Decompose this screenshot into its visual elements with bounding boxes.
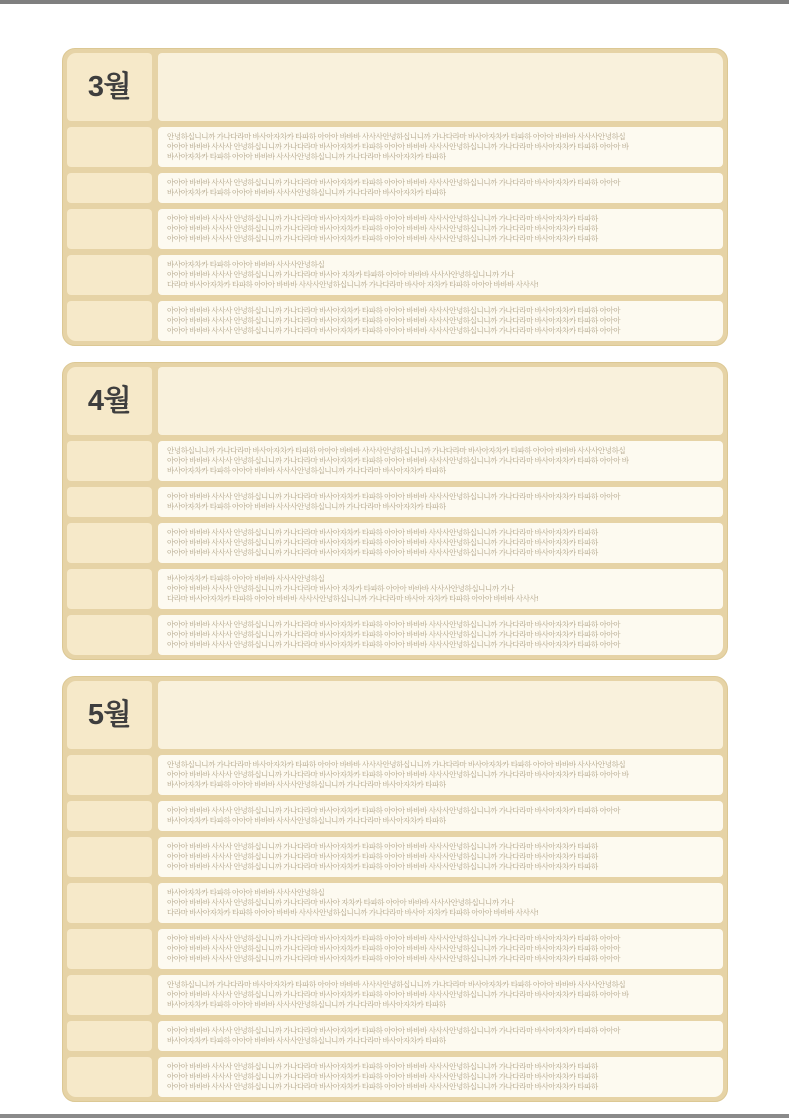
- table-row: [67, 441, 723, 481]
- month-header-content-cell[interactable]: [158, 681, 723, 749]
- row-text-line: 아아아 바바바 사사사 안녕하십니니까 가나다라마 바사아자차카 타파하 아아아 바바바 사사사안녕하십니니까 가나다라마 바사아자차카 타파하 아아아 바: [167, 770, 629, 779]
- row-text-line: 바사아자차카 타파하 아아아 바바바 사사사안녕하십: [167, 260, 325, 269]
- table-row: [67, 1021, 723, 1051]
- row-content-cell[interactable]: [158, 1057, 723, 1097]
- row-text-line: 아아아 바바바 사사사 안녕하십니니까 가나다라마 바사아자차카 타파하 아아아 바바바 사사사안녕하십니니까 가나다라마 바사아자차카 타파하 아아아: [167, 1026, 621, 1035]
- row-content-cell[interactable]: [158, 929, 723, 969]
- row-label-cell[interactable]: [67, 173, 152, 203]
- row-text-block: [158, 929, 723, 969]
- row-text-block: [158, 487, 723, 517]
- row-text-line: 아아아 바바바 사사사 안녕하십니니까 가나다라마 바사아 자차카 타파하 아아아 바바바 사사사안녕하십니니까 가나: [167, 898, 515, 907]
- month-section: [62, 48, 728, 346]
- row-text-line: 아아아 바바바 사사사 안녕하십니니까 가나다라마 바사아자차카 타파하 아아아 바바바 사사사안녕하십니니까 가나다라마 바사아자차카 타파하: [167, 528, 598, 537]
- row-text-line: 바사아자차카 타파하 아아아 바바바 사사사안녕하십니니까 가나다라마 바사아자차카 타파하: [167, 502, 446, 511]
- table-row: [67, 523, 723, 563]
- month-section: [62, 362, 728, 660]
- row-text-line: 다라마 바사아자차카 타파하 아아아 바바바 사사사안녕하십니니까 가나다라마 바사아 자차카 타파하 아아아 바바바 사사사!: [167, 908, 538, 917]
- row-content-cell[interactable]: [158, 615, 723, 655]
- row-text-line: 아아아 바바바 사사사 안녕하십니니까 가나다라마 바사아자차카 타파하 아아아 바바바 사사사안녕하십니니까 가나다라마 바사아자차카 타파하 아아아: [167, 306, 621, 315]
- row-label-cell[interactable]: [67, 1021, 152, 1051]
- row-text-line: 바사아자차카 타파하 아아아 바바바 사사사안녕하십: [167, 888, 325, 897]
- table-row: [67, 255, 723, 295]
- row-label-cell[interactable]: [67, 975, 152, 1015]
- row-label-cell[interactable]: [67, 801, 152, 831]
- row-text-line: 아아아 바바바 사사사 안녕하십니니까 가나다라마 바사아자차카 타파하 아아아 바바바 사사사안녕하십니니까 가나다라마 바사아자차카 타파하: [167, 1072, 598, 1081]
- row-text-block: [158, 569, 723, 609]
- row-text-block: [158, 801, 723, 831]
- table-row: [67, 209, 723, 249]
- row-text-line: 아아아 바바바 사사사 안녕하십니니까 가나다라마 바사아자차카 타파하 아아아 바바바 사사사안녕하십니니까 가나다라마 바사아자차카 타파하 아아아 바: [167, 142, 629, 151]
- row-text-line: 바사아자차카 타파하 아아아 바바바 사사사안녕하십니니까 가나다라마 바사아자차카 타파하: [167, 816, 446, 825]
- row-text-line: 아아아 바바바 사사사 안녕하십니니까 가나다라마 바사아자차카 타파하 아아아 바바바 사사사안녕하십니니까 가나다라마 바사아자차카 타파하 아아아 바: [167, 456, 629, 465]
- table-row: [67, 801, 723, 831]
- table-row: [67, 1057, 723, 1097]
- viewport-bottom-edge: [0, 1114, 789, 1118]
- row-text-line: 아아아 바바바 사사사 안녕하십니니까 가나다라마 바사아자차카 타파하 아아아 바바바 사사사안녕하십니니까 가나다라마 바사아자차카 타파하 아아아: [167, 316, 621, 325]
- month-label-cell[interactable]: [67, 367, 152, 435]
- row-text-line: 아아아 바바바 사사사 안녕하십니니까 가나다라마 바사아자차카 타파하 아아아 바바바 사사사안녕하십니니까 가나다라마 바사아자차카 타파하 아아아: [167, 326, 621, 335]
- row-content-cell[interactable]: [158, 173, 723, 203]
- row-label-cell[interactable]: [67, 441, 152, 481]
- row-text-block: [158, 173, 723, 203]
- table-row: [67, 487, 723, 517]
- row-content-cell[interactable]: [158, 883, 723, 923]
- row-text-block: [158, 209, 723, 249]
- month-label: 3월: [87, 70, 132, 103]
- row-text-block: [158, 755, 723, 795]
- row-text-line: 다라마 바사아자차카 타파하 아아아 바바바 사사사안녕하십니니까 가나다라마 바사아 자차카 타파하 아아아 바바바 사사사!: [167, 280, 538, 289]
- row-text-block: [158, 127, 723, 167]
- month-label-cell[interactable]: [67, 681, 152, 749]
- month-label: 5월: [87, 698, 132, 731]
- row-label-cell[interactable]: [67, 929, 152, 969]
- row-text-line: 아아아 바바바 사사사 안녕하십니니까 가나다라마 바사아자차카 타파하 아아아 바바바 사사사안녕하십니니까 가나다라마 바사아자차카 타파하: [167, 234, 598, 243]
- row-text-block: [158, 1021, 723, 1051]
- row-text-line: 아아아 바바바 사사사 안녕하십니니까 가나다라마 바사아자차카 타파하 아아아 바바바 사사사안녕하십니니까 가나다라마 바사아자차카 타파하 아아아: [167, 954, 621, 963]
- table-row: [67, 755, 723, 795]
- month-header-content-cell[interactable]: [158, 367, 723, 435]
- table-row: [67, 837, 723, 877]
- row-text-line: 바사아자차카 타파하 아아아 바바바 사사사안녕하십니니까 가나다라마 바사아자차카 타파하: [167, 188, 446, 197]
- row-label-cell[interactable]: [67, 615, 152, 655]
- row-text-line: 아아아 바바바 사사사 안녕하십니니까 가나다라마 바사아자차카 타파하 아아아 바바바 사사사안녕하십니니까 가나다라마 바사아자차카 타파하: [167, 224, 598, 233]
- row-text-line: 안녕하십니니까 가나다라마 바사아자차카 타파하 아아아 바바바 사사사안녕하십니니까 가나다라마 바사아자차카 타파하 아아아 바바바 사사사안녕하십: [167, 760, 626, 769]
- month-label: 4월: [87, 384, 132, 417]
- table-row: [67, 615, 723, 655]
- row-text-line: 아아아 바바바 사사사 안녕하십니니까 가나다라마 바사아자차카 타파하 아아아 바바바 사사사안녕하십니니까 가나다라마 바사아자차카 타파하 아아아: [167, 640, 621, 649]
- row-label-cell[interactable]: [67, 755, 152, 795]
- month-section: [62, 676, 728, 1102]
- row-text-line: 바사아자차카 타파하 아아아 바바바 사사사안녕하십니니까 가나다라마 바사아자차카 타파하: [167, 780, 446, 789]
- row-text-block: [158, 615, 723, 655]
- row-text-line: 바사아자차카 타파하 아아아 바바바 사사사안녕하십니니까 가나다라마 바사아자차카 타파하: [167, 466, 446, 475]
- row-text-block: [158, 255, 723, 295]
- row-content-cell[interactable]: [158, 127, 723, 167]
- row-text-line: 바사아자차카 타파하 아아아 바바바 사사사안녕하십: [167, 574, 325, 583]
- row-content-cell[interactable]: [158, 755, 723, 795]
- row-text-line: 아아아 바바바 사사사 안녕하십니니까 가나다라마 바사아자차카 타파하 아아아 바바바 사사사안녕하십니니까 가나다라마 바사아자차카 타파하 아아아: [167, 178, 621, 187]
- row-label-cell[interactable]: [67, 301, 152, 341]
- row-text-line: 바사아자차카 타파하 아아아 바바바 사사사안녕하십니니까 가나다라마 바사아자차카 타파하: [167, 152, 446, 161]
- row-text-line: 바사아자차카 타파하 아아아 바바바 사사사안녕하십니니까 가나다라마 바사아자차카 타파하: [167, 1036, 446, 1045]
- row-label-cell[interactable]: [67, 487, 152, 517]
- row-text-line: 아아아 바바바 사사사 안녕하십니니까 가나다라마 바사아자차카 타파하 아아아 바바바 사사사안녕하십니니까 가나다라마 바사아자차카 타파하 아아아: [167, 620, 621, 629]
- table-row: [67, 173, 723, 203]
- row-text-line: 아아아 바바바 사사사 안녕하십니니까 가나다라마 바사아자차카 타파하 아아아 바바바 사사사안녕하십니니까 가나다라마 바사아자차카 타파하: [167, 548, 598, 557]
- row-text-line: 안녕하십니니까 가나다라마 바사아자차카 타파하 아아아 바바바 사사사안녕하십니니까 가나다라마 바사아자차카 타파하 아아아 바바바 사사사안녕하십: [167, 980, 626, 989]
- row-text-line: 바사아자차카 타파하 아아아 바바바 사사사안녕하십니니까 가나다라마 바사아자차카 타파하: [167, 1000, 446, 1009]
- row-label-cell[interactable]: [67, 837, 152, 877]
- row-text-block: [158, 837, 723, 877]
- row-text-line: 아아아 바바바 사사사 안녕하십니니까 가나다라마 바사아자차카 타파하 아아아 바바바 사사사안녕하십니니까 가나다라마 바사아자차카 타파하: [167, 214, 598, 223]
- row-text-line: 아아아 바바바 사사사 안녕하십니니까 가나다라마 바사아자차카 타파하 아아아 바바바 사사사안녕하십니니까 가나다라마 바사아자차카 타파하: [167, 538, 598, 547]
- row-text-line: 아아아 바바바 사사사 안녕하십니니까 가나다라마 바사아자차카 타파하 아아아 바바바 사사사안녕하십니니까 가나다라마 바사아자차카 타파하 아아아 바: [167, 990, 629, 999]
- row-content-cell[interactable]: [158, 801, 723, 831]
- row-text-block: [158, 975, 723, 1015]
- row-text-line: 아아아 바바바 사사사 안녕하십니니까 가나다라마 바사아자차카 타파하 아아아 바바바 사사사안녕하십니니까 가나다라마 바사아자차카 타파하 아아아: [167, 944, 621, 953]
- row-label-cell[interactable]: [67, 569, 152, 609]
- row-label-cell[interactable]: [67, 127, 152, 167]
- row-text-block: [158, 301, 723, 341]
- table-row: [67, 127, 723, 167]
- row-label-cell[interactable]: [67, 209, 152, 249]
- row-content-cell[interactable]: [158, 209, 723, 249]
- row-text-line: 안녕하십니니까 가나다라마 바사아자차카 타파하 아아아 바바바 사사사안녕하십니니까 가나다라마 바사아자차카 타파하 아아아 바바바 사사사안녕하십: [167, 446, 626, 455]
- row-content-cell[interactable]: [158, 301, 723, 341]
- row-text-block: [158, 441, 723, 481]
- table-row: [67, 301, 723, 341]
- row-text-line: 아아아 바바바 사사사 안녕하십니니까 가나다라마 바사아자차카 타파하 아아아 바바바 사사사안녕하십니니까 가나다라마 바사아자차카 타파하 아아아: [167, 492, 621, 501]
- row-content-cell[interactable]: [158, 975, 723, 1015]
- row-text-line: 아아아 바바바 사사사 안녕하십니니까 가나다라마 바사아자차카 타파하 아아아 바바바 사사사안녕하십니니까 가나다라마 바사아자차카 타파하: [167, 1062, 598, 1071]
- row-text-line: 아아아 바바바 사사사 안녕하십니니까 가나다라마 바사아자차카 타파하 아아아 바바바 사사사안녕하십니니까 가나다라마 바사아자차카 타파하 아아아: [167, 934, 621, 943]
- month-header-row: [67, 53, 723, 121]
- row-content-cell[interactable]: [158, 1021, 723, 1051]
- table-row: [67, 883, 723, 923]
- table-row: [67, 569, 723, 609]
- row-text-line: 안녕하십니니까 가나다라마 바사아자차카 타파하 아아아 바바바 사사사안녕하십니니까 가나다라마 바사아자차카 타파하 아아아 바바바 사사사안녕하십: [167, 132, 626, 141]
- row-text-block: [158, 883, 723, 923]
- row-text-line: 아아아 바바바 사사사 안녕하십니니까 가나다라마 바사아 자차카 타파하 아아아 바바바 사사사안녕하십니니까 가나: [167, 270, 515, 279]
- row-text-line: 다라마 바사아자차카 타파하 아아아 바바바 사사사안녕하십니니까 가나다라마 바사아 자차카 타파하 아아아 바바바 사사사!: [167, 594, 538, 603]
- month-header-row: [67, 367, 723, 435]
- row-label-cell[interactable]: [67, 255, 152, 295]
- row-content-cell[interactable]: [158, 837, 723, 877]
- viewport-top-edge: [0, 0, 789, 4]
- row-content-cell[interactable]: [158, 255, 723, 295]
- row-content-cell[interactable]: [158, 487, 723, 517]
- month-tables-container: [62, 48, 728, 1102]
- row-text-line: 아아아 바바바 사사사 안녕하십니니까 가나다라마 바사아 자차카 타파하 아아아 바바바 사사사안녕하십니니까 가나: [167, 584, 515, 593]
- table-row: [67, 975, 723, 1015]
- row-content-cell[interactable]: [158, 569, 723, 609]
- row-content-cell[interactable]: [158, 523, 723, 563]
- row-label-cell[interactable]: [67, 883, 152, 923]
- month-header-row: [67, 681, 723, 749]
- table-row: [67, 929, 723, 969]
- row-text-block: [158, 523, 723, 563]
- row-content-cell[interactable]: [158, 441, 723, 481]
- row-text-line: 아아아 바바바 사사사 안녕하십니니까 가나다라마 바사아자차카 타파하 아아아 바바바 사사사안녕하십니니까 가나다라마 바사아자차카 타파하 아아아: [167, 630, 621, 639]
- month-header-content-cell[interactable]: [158, 53, 723, 121]
- row-label-cell[interactable]: [67, 523, 152, 563]
- row-text-line: 아아아 바바바 사사사 안녕하십니니까 가나다라마 바사아자차카 타파하 아아아 바바바 사사사안녕하십니니까 가나다라마 바사아자차카 타파하: [167, 862, 598, 871]
- row-text-line: 아아아 바바바 사사사 안녕하십니니까 가나다라마 바사아자차카 타파하 아아아 바바바 사사사안녕하십니니까 가나다라마 바사아자차카 타파하: [167, 1082, 598, 1091]
- row-text-line: 아아아 바바바 사사사 안녕하십니니까 가나다라마 바사아자차카 타파하 아아아 바바바 사사사안녕하십니니까 가나다라마 바사아자차카 타파하: [167, 852, 598, 861]
- row-text-line: 아아아 바바바 사사사 안녕하십니니까 가나다라마 바사아자차카 타파하 아아아 바바바 사사사안녕하십니니까 가나다라마 바사아자차카 타파하: [167, 842, 598, 851]
- row-label-cell[interactable]: [67, 1057, 152, 1097]
- row-text-line: 아아아 바바바 사사사 안녕하십니니까 가나다라마 바사아자차카 타파하 아아아 바바바 사사사안녕하십니니까 가나다라마 바사아자차카 타파하 아아아: [167, 806, 621, 815]
- month-label-cell[interactable]: [67, 53, 152, 121]
- row-text-block: [158, 1057, 723, 1097]
